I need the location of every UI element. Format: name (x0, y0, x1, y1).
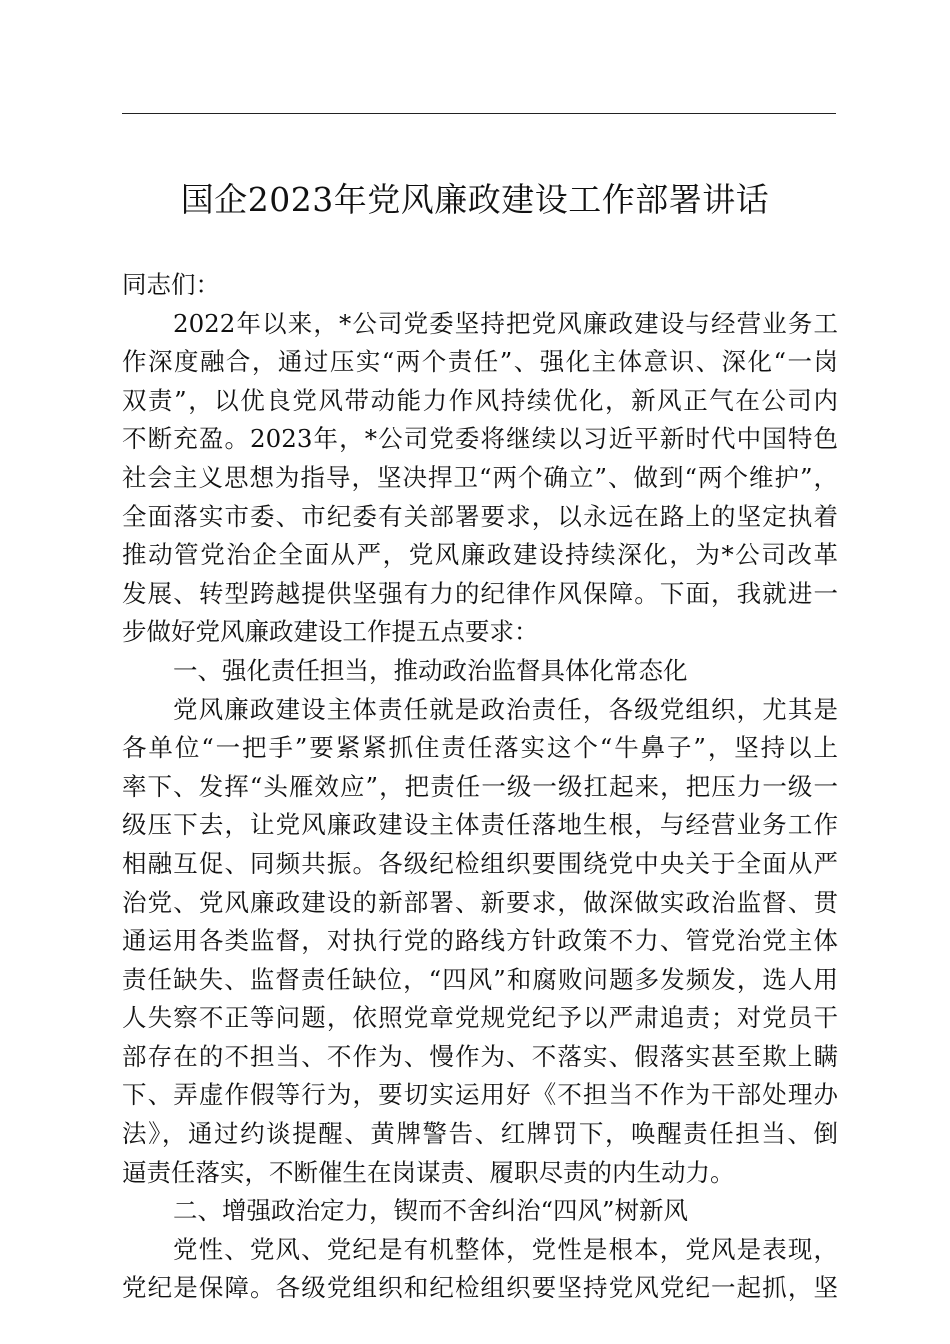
paragraph-line: 发展、转型跨越提供坚强有力的纪律作风保障。下面，我就进一 (122, 578, 838, 608)
paragraph-line: 步做好党风廉政建设工作提五点要求： (122, 617, 539, 647)
paragraph-line: 相融互促、同频共振。各级纪检组织要围绕党中央关于全面从严 (122, 848, 838, 878)
paragraph-line: 率下、发挥“头雁效应”，把责任一级一级扛起来，把压力一级一 (122, 771, 838, 801)
paragraph-line: 推动管党治企全面从严，党风廉政建设持续深化，为*公司改革 (122, 540, 838, 570)
paragraph-line: 党性、党风、党纪是有机整体，党性是根本，党风是表现， (173, 1234, 838, 1264)
paragraph-line: 双责”，以优良党风带动能力作风持续优化，新风正气在公司内 (122, 385, 838, 415)
paragraph-line: 全面落实市委、市纪委有关部署要求，以永远在路上的坚定执着 (122, 501, 838, 531)
paragraph-line: 2022年以来，*公司党委坚持把党风廉政建设与经营业务工 (173, 308, 838, 338)
section-heading: 二、增强政治定力，锲而不舍纠治“四风”树新风 (173, 1196, 689, 1226)
paragraph-line: 通运用各类监督，对执行党的路线方针政策不力、管党治党主体 (122, 926, 838, 956)
paragraph-line: 作深度融合，通过压实“两个责任”、强化主体意识、深化“一岗 (122, 347, 838, 377)
paragraph-line: 逼责任落实，不断催生在岗谋责、履职尽责的内生动力。 (122, 1157, 735, 1187)
paragraph-line: 部存在的不担当、不作为、慢作为、不落实、假落实甚至欺上瞒 (122, 1041, 838, 1071)
paragraph-line: 社会主义思想为指导，坚决捍卫“两个确立”、做到“两个维护”， (122, 462, 838, 492)
paragraph-line: 不断充盈。2023年，*公司党委将继续以习近平新时代中国特色 (122, 424, 838, 454)
paragraph-line: 党风廉政建设主体责任就是政治责任，各级党组织，尤其是 (173, 694, 838, 724)
header-rule (122, 113, 836, 114)
paragraph-line: 下、弄虚作假等行为，要切实运用好《不担当不作为干部处理办 (122, 1080, 838, 1110)
document-body (122, 266, 838, 1308)
paragraph-line: 各单位“一把手”要紧紧抓住责任落实这个“牛鼻子”，坚持以上 (122, 733, 838, 763)
paragraph-line: 党纪是保障。各级党组织和纪检组织要坚持党风党纪一起抓，坚 (122, 1273, 838, 1303)
paragraph-line: 人失察不正等问题，依照党章党规党纪予以严肃追责；对党员干 (122, 1003, 838, 1033)
document-title: 国企2023年党风廉政建设工作部署讲话 (180, 180, 770, 219)
section-heading: 一、强化责任担当，推动政治监督具体化常态化 (173, 655, 688, 685)
paragraph-line: 责任缺失、监督责任缺位，“四风”和腐败问题多发频发，选人用 (122, 964, 838, 994)
salutation: 同志们： (122, 270, 220, 299)
paragraph-line: 治党、党风廉政建设的新部署、新要求，做深做实政治监督、贯 (122, 887, 838, 917)
paragraph-line: 法》，通过约谈提醒、黄牌警告、红牌罚下，唤醒责任担当、倒 (122, 1119, 838, 1149)
paragraph-line: 级压下去，让党风廉政建设主体责任落地生根，与经营业务工作 (122, 810, 838, 840)
